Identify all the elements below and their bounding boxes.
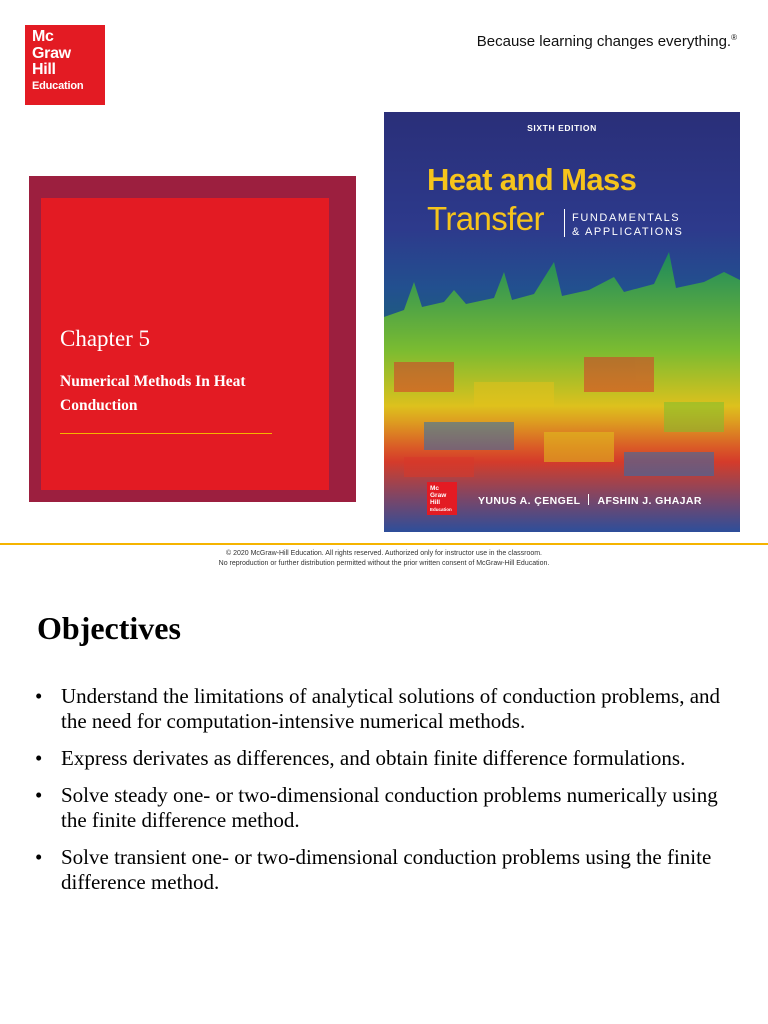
objective-item [30,746,730,771]
objective-text: Solve transient one- or two-dimensional conduction problems using the finite difference method. [61,845,712,894]
objective-text: Understand the limitations of analytical solutions of conduction problems, and the need for computation-intensive numerical methods. [61,684,721,733]
copyright-notice [0,549,768,569]
mcgraw-hill-logo [25,25,105,105]
chapter-frame [29,176,356,502]
book-edition: SIXTH EDITION [527,123,597,133]
objectives-slide [0,576,768,1024]
book-subtitle-line: & APPLICATIONS [572,226,684,238]
cover-logo-line: Mc [430,485,440,492]
copyright-line: No reproduction or further distribution permitted without the prior written consent of McGraw-Hill Education. [218,560,550,567]
cover-logo-line: Education [430,507,452,512]
book-title-divider [564,209,565,237]
copyright-line: © 2020 McGraw-Hill Education. All rights reserved. Authorized only for instructor use in the classroom. [225,550,542,557]
objective-text: Solve steady one- or two-dimensional conduction problems numerically using the finite difference method. [61,783,718,832]
cover-publisher-logo [427,482,457,515]
book-title-line2: Transfer [427,200,544,237]
logo-line: Mc [32,28,54,45]
book-authors [478,494,702,507]
cover-logo-line: Graw [430,492,447,499]
chapter-subtitle: Numerical Methods In Heat Conduction [60,373,246,414]
book-subtitle-line: FUNDAMENTALS [572,212,681,224]
bullet-icon: • [35,684,43,708]
author-separator [588,494,589,505]
book-title-line1: Heat and Mass [427,162,637,197]
objective-text: Express derivates as differences, and obtain finite difference formulations. [61,746,686,770]
bullet-icon: • [35,845,43,869]
objectives-title: Objectives [37,610,181,646]
logo-line: Hill [32,61,56,78]
bullet-icon: • [35,783,43,807]
logo-line: Graw [32,44,71,62]
objectives-list [30,684,730,907]
chapter-card [41,198,329,490]
author-name: AFSHIN J. GHAJAR [597,495,702,507]
objective-item [30,783,730,833]
registered-mark: ® [731,33,737,42]
objective-item [30,684,730,734]
book-subtitle [572,211,683,239]
objective-item [30,845,730,895]
bullet-icon: • [35,746,43,770]
book-cover [384,112,740,532]
logo-line: Education [32,79,84,92]
author-name: YUNUS A. ÇENGEL [478,495,581,507]
tagline-text: Because learning changes everything. [476,33,732,50]
cover-logo-line: Hill [430,499,441,506]
chapter-divider [60,433,272,434]
chapter-title: Chapter 5 [60,326,151,351]
tagline [477,33,737,50]
footer-divider [0,543,768,545]
